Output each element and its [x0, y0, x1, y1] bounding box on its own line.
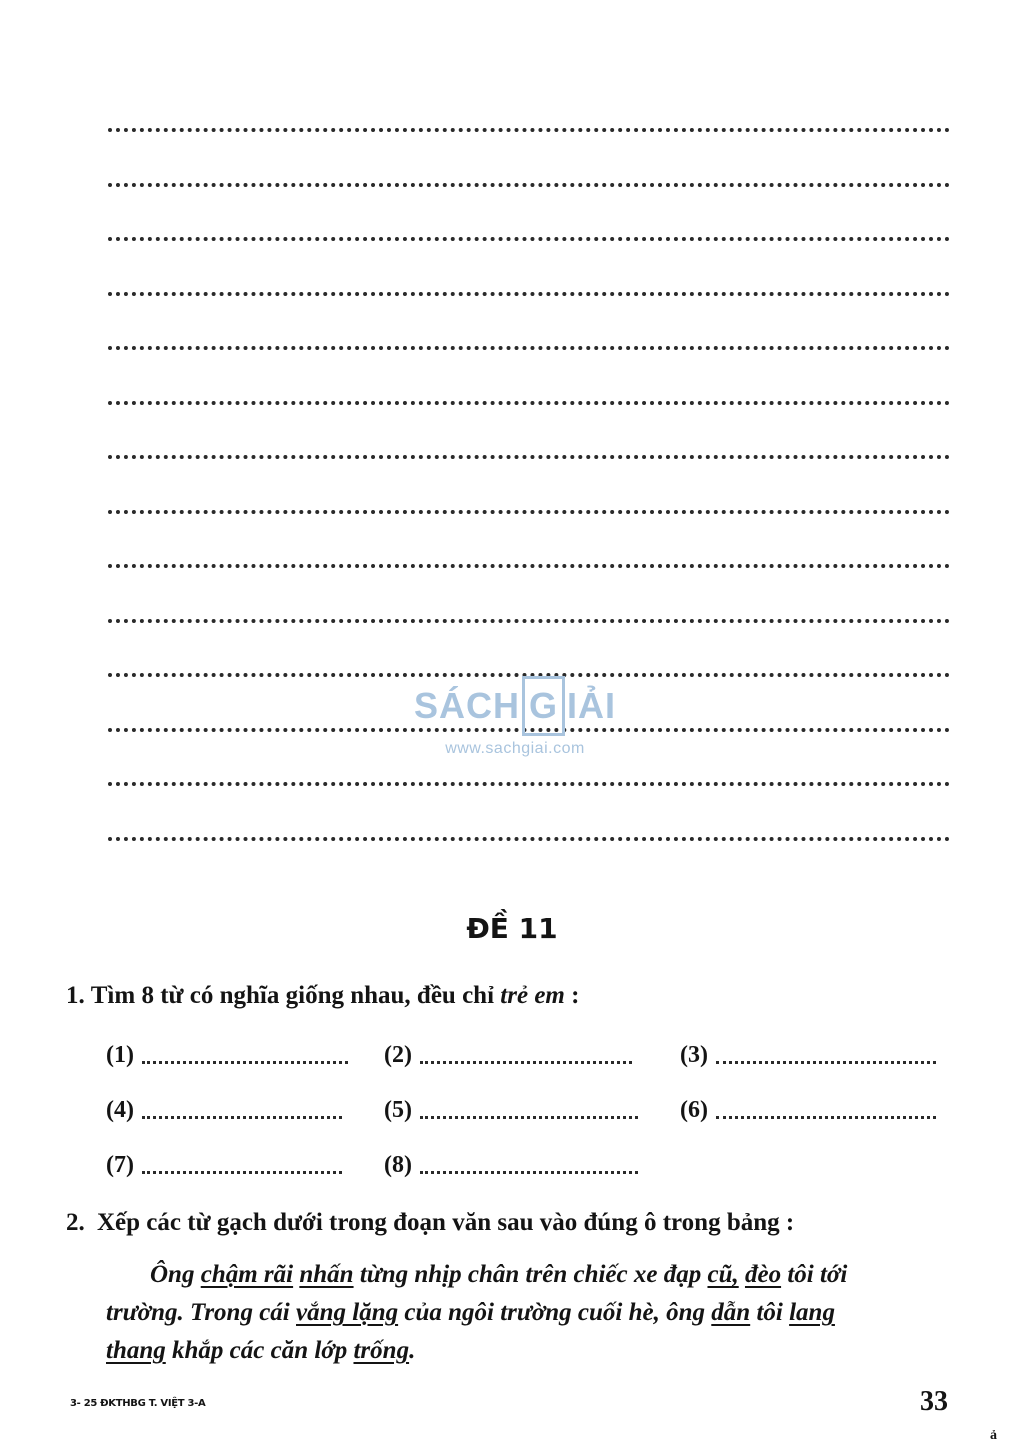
- exercise-heading: ĐỀ 11: [466, 912, 558, 945]
- answer-line: [108, 455, 950, 459]
- slot-label: (6): [680, 1097, 708, 1123]
- watermark-brand-right: IẢI: [567, 685, 617, 726]
- watermark: [410, 676, 620, 776]
- question-1-emphasis: trẻ em: [500, 982, 565, 1009]
- passage-line-2: [106, 1294, 956, 1332]
- answer-line: [108, 619, 950, 623]
- slot-fill-line[interactable]: [420, 1061, 632, 1064]
- slot-fill-line[interactable]: [420, 1116, 638, 1119]
- underlined-word: lang: [789, 1299, 835, 1326]
- slot-label: (8): [384, 1152, 412, 1178]
- underlined-word: thang: [106, 1337, 166, 1364]
- question-2-number: 2.: [66, 1209, 85, 1236]
- question-1-number: 1.: [66, 982, 85, 1009]
- passage-text: trường. Trong cái: [106, 1299, 296, 1326]
- slot-fill-line[interactable]: [142, 1061, 348, 1064]
- question-2: [66, 1207, 966, 1239]
- answer-slot-1[interactable]: [106, 1040, 348, 1070]
- passage-text: .: [409, 1337, 416, 1364]
- passage-text: Ông: [150, 1261, 201, 1288]
- passage-text: tôi: [750, 1299, 790, 1326]
- slot-label: (5): [384, 1097, 412, 1123]
- question-1-text: Tìm 8 từ có nghĩa giống nhau, đều chỉ: [90, 982, 501, 1009]
- slot-fill-line[interactable]: [142, 1171, 342, 1174]
- answer-slot-2[interactable]: [384, 1040, 632, 1070]
- answer-slot-8[interactable]: [384, 1150, 638, 1180]
- slot-fill-line[interactable]: [420, 1171, 638, 1174]
- passage-text: của ngôi trường cuối hè, ông: [398, 1299, 712, 1326]
- underlined-word: trống: [353, 1337, 410, 1364]
- slot-label: (7): [106, 1152, 134, 1178]
- answer-line: [108, 237, 950, 241]
- passage-text: tôi tới: [781, 1261, 848, 1288]
- passage-text: khắp các căn lớp: [165, 1337, 354, 1364]
- slot-label: (4): [106, 1097, 134, 1123]
- slot-fill-line[interactable]: [716, 1061, 936, 1064]
- question-2-text: Xếp các từ gạch dưới trong đoạn văn sau vào đúng ô trong bảng :: [97, 1209, 795, 1236]
- answer-line: [108, 782, 950, 786]
- passage-text: từng nhịp chân trên chiếc xe đạp: [353, 1261, 708, 1288]
- watermark-logo: [410, 676, 620, 736]
- watermark-brand-mid: G: [522, 676, 565, 736]
- answer-slot-7[interactable]: [106, 1150, 342, 1180]
- answer-line: [108, 346, 950, 350]
- answer-line: [108, 128, 950, 132]
- footer-code: 3- 25 ĐKTHBG T. VIỆT 3-A: [70, 1398, 206, 1409]
- question-1-tail: :: [564, 982, 580, 1009]
- answer-slot-3[interactable]: [680, 1040, 936, 1070]
- passage: [106, 1256, 956, 1370]
- slot-label: (2): [384, 1042, 412, 1068]
- page-number: 33: [920, 1386, 948, 1417]
- corner-mark: ả: [990, 1428, 997, 1443]
- answer-slot-5[interactable]: [384, 1095, 638, 1125]
- answer-line: [108, 183, 950, 187]
- answer-line: [108, 401, 950, 405]
- answer-line: [108, 564, 950, 568]
- underlined-word: đèo: [744, 1261, 782, 1288]
- underlined-word: nhấn: [299, 1261, 354, 1288]
- slot-fill-line[interactable]: [716, 1116, 936, 1119]
- answer-line: [108, 837, 950, 841]
- question-1: [66, 980, 966, 1012]
- watermark-brand-left: SÁCH: [413, 685, 520, 726]
- answer-slot-6[interactable]: [680, 1095, 936, 1125]
- passage-line-1: [106, 1256, 956, 1294]
- answer-slot-4[interactable]: [106, 1095, 342, 1125]
- answer-line: [108, 510, 950, 514]
- underlined-word: cũ,: [707, 1261, 739, 1288]
- slot-fill-line[interactable]: [142, 1116, 342, 1119]
- underlined-word: dẫn: [711, 1299, 751, 1326]
- underlined-word: vắng lặng: [296, 1299, 399, 1326]
- underlined-word: chậm rãi: [200, 1261, 294, 1288]
- watermark-url: www.sachgiai.com: [445, 740, 585, 757]
- slot-label: (3): [680, 1042, 708, 1068]
- slot-label: (1): [106, 1042, 134, 1068]
- answer-line: [108, 292, 950, 296]
- passage-line-3: [106, 1332, 956, 1370]
